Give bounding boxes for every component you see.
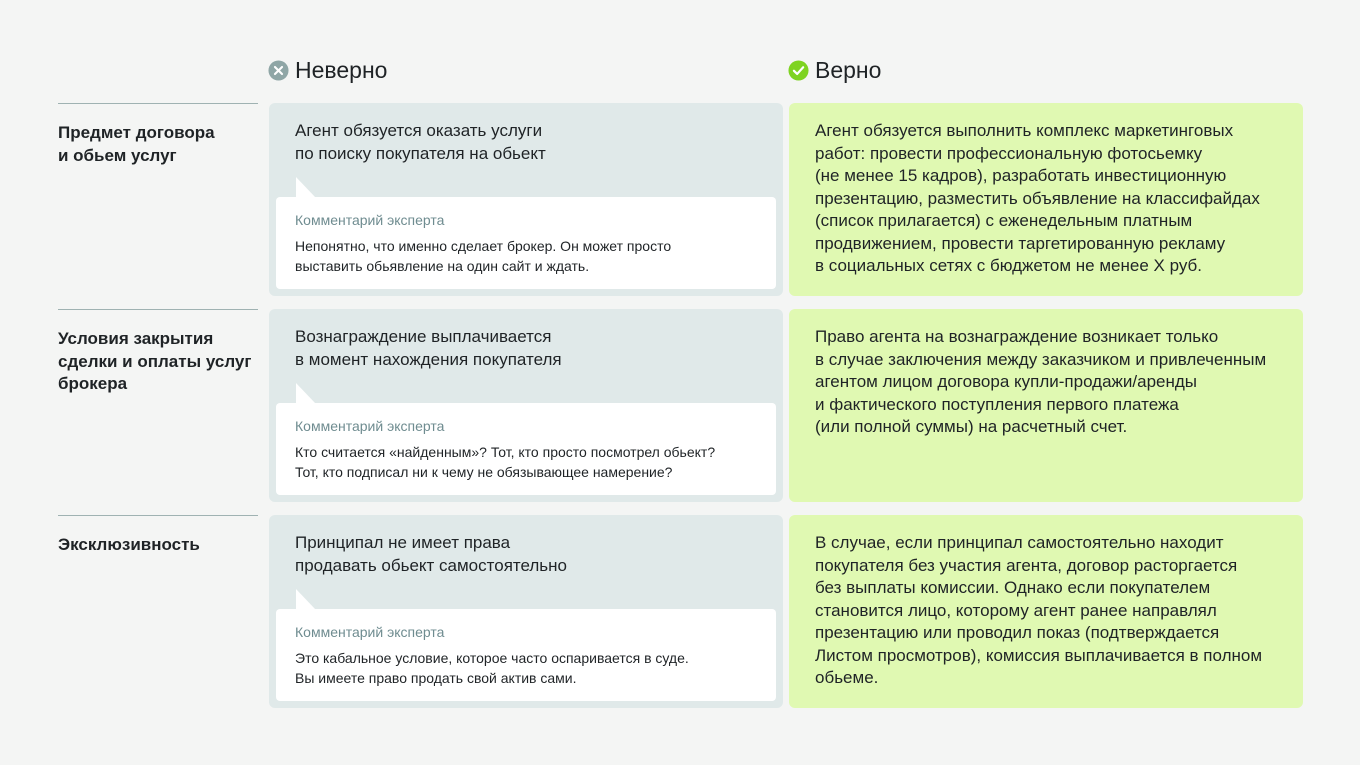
wrong-example-text: Принципал не имеет права продавать обьект самостоятельно: [295, 533, 567, 575]
right-column-title: Верно: [815, 56, 882, 83]
comment-tail: [296, 383, 316, 404]
right-example-text: Право агента на вознаграждение возникает только в случае заключения между заказчиком и привлеченным агентом лицом договора купли-продажи/аренды и фактического поступления первого платежа (или полной суммы) на расчетный счет.: [815, 327, 1267, 436]
row-label: Условия закрытия сделки и оплаты услуг брокера: [58, 329, 252, 393]
right-example-card: [789, 103, 1303, 296]
right-example-card: [789, 515, 1303, 708]
row-divider: [58, 309, 258, 310]
wrong-column-header: [268, 56, 387, 84]
row-label: Предмет договора и обьем услуг: [58, 123, 215, 165]
comment-tail: [296, 177, 316, 198]
right-example-text: В случае, если принципал самостоятельно находит покупателя без участия агента, договор расторгается без выплаты комиссии. Однако если покупателем становится лицо, которому агент ранее направлял презентацию или проводил показ (подтверждается Листом просмотров), комиссия выплачивается в полном обьеме.: [815, 533, 1263, 687]
expert-comment-title: Комментарий эксперта: [295, 624, 445, 640]
wrong-example-text: Вознаграждение выплачивается в момент нахождения покупателя: [295, 327, 562, 369]
wrong-example-text: Агент обязуется оказать услуги по поиску покупателя на обьект: [295, 121, 546, 163]
check-circle-icon: [788, 60, 809, 81]
wrong-example-card: [269, 515, 783, 708]
wrong-example-card: [269, 103, 783, 296]
expert-comment: [276, 609, 776, 701]
wrong-column-title: Неверно: [295, 56, 388, 83]
wrong-example-card: [269, 309, 783, 502]
expert-comment-title: Комментарий эксперта: [295, 418, 445, 434]
expert-comment: [276, 197, 776, 289]
row-divider: [58, 515, 258, 516]
expert-comment-text: Непонятно, что именно сделает брокер. Он может просто выставить обьявление на один сайт и ждать.: [295, 238, 672, 274]
expert-comment-title: Комментарий эксперта: [295, 212, 445, 228]
right-example-text: Агент обязуется выполнить комплекс маркетинговых работ: провести профессиональную фотосьемку (не менее 15 кадров), разработать инвестиционную презентацию, разместить объявление на классифайдах (список прилагается) с еженедельным платным продвижением, провести таргетированную рекламу в социальных сетях с бюджетом не менее Х руб.: [815, 121, 1260, 275]
expert-comment-text: Это кабальное условие, которое часто оспаривается в суде. Вы имеете право продать свой актив сами.: [295, 650, 689, 686]
expert-comment-text: Кто считается «найденным»? Тот, кто просто посмотрел обьект? Тот, кто подписал ни к чему не обязывающее намерение?: [295, 444, 716, 480]
right-column-header: [788, 56, 881, 84]
row-label: Эксклюзивность: [58, 535, 200, 554]
row-divider: [58, 103, 258, 104]
expert-comment: [276, 403, 776, 495]
comment-tail: [296, 589, 316, 610]
right-example-card: [789, 309, 1303, 502]
x-circle-icon: [268, 60, 289, 81]
